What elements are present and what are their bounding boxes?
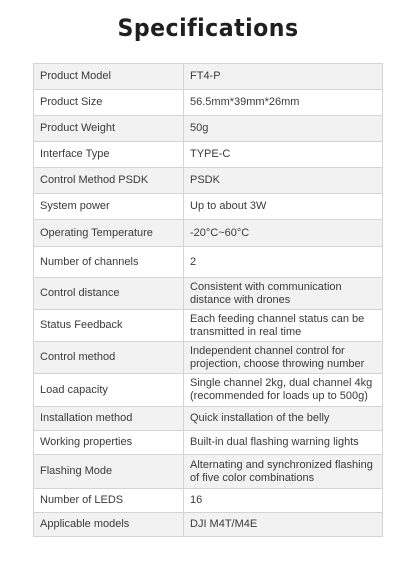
spec-value: Alternating and synchronized flashing of five color combinations xyxy=(184,455,383,489)
spec-key: Number of LEDS xyxy=(34,489,184,513)
spec-key: Working properties xyxy=(34,431,184,455)
spec-key: Flashing Mode xyxy=(34,455,184,489)
spec-key: Product Weight xyxy=(34,116,184,142)
spec-key: Product Size xyxy=(34,90,184,116)
spec-value: DJI M4T/M4E xyxy=(184,513,383,537)
table-row xyxy=(34,64,383,90)
table-row xyxy=(34,455,383,489)
spec-key: Interface Type xyxy=(34,142,184,168)
spec-key: Applicable models xyxy=(34,513,184,537)
spec-value: 56.5mm*39mm*26mm xyxy=(184,90,383,116)
spec-key: Product Model xyxy=(34,64,184,90)
table-row xyxy=(34,247,383,278)
specifications-table xyxy=(33,63,383,537)
table-row xyxy=(34,310,383,342)
spec-key: Load capacity xyxy=(34,374,184,407)
table-row xyxy=(34,374,383,407)
table-row xyxy=(34,90,383,116)
spec-value: Consistent with communication distance with drones xyxy=(184,278,383,310)
spec-value: PSDK xyxy=(184,168,383,194)
spec-value: 2 xyxy=(184,247,383,278)
table-row xyxy=(34,220,383,247)
spec-value: 50g xyxy=(184,116,383,142)
spec-key: System power xyxy=(34,194,184,220)
table-row xyxy=(34,116,383,142)
spec-key: Control method xyxy=(34,342,184,374)
page-title: Specifications xyxy=(117,14,299,42)
spec-value: Built-in dual flashing warning lights xyxy=(184,431,383,455)
spec-value: Independent channel control for projection, choose throwing number xyxy=(184,342,383,374)
spec-value: -20°C~60°C xyxy=(184,220,383,247)
spec-key: Control Method PSDK xyxy=(34,168,184,194)
spec-key: Number of channels xyxy=(34,247,184,278)
table-row xyxy=(34,513,383,537)
table-row xyxy=(34,489,383,513)
spec-value: FT4-P xyxy=(184,64,383,90)
table-row xyxy=(34,142,383,168)
table-row xyxy=(34,407,383,431)
spec-value: TYPE-C xyxy=(184,142,383,168)
spec-key: Control distance xyxy=(34,278,184,310)
spec-key: Installation method xyxy=(34,407,184,431)
spec-value: 16 xyxy=(184,489,383,513)
table-row xyxy=(34,278,383,310)
spec-key: Status Feedback xyxy=(34,310,184,342)
table-row xyxy=(34,431,383,455)
spec-value: Single channel 2kg, dual channel 4kg (recommended for loads up to 500g) xyxy=(184,374,383,407)
spec-value: Each feeding channel status can be transmitted in real time xyxy=(184,310,383,342)
spec-value: Up to about 3W xyxy=(184,194,383,220)
spec-key: Operating Temperature xyxy=(34,220,184,247)
table-row xyxy=(34,342,383,374)
spec-value: Quick installation of the belly xyxy=(184,407,383,431)
table-row xyxy=(34,168,383,194)
table-row xyxy=(34,194,383,220)
